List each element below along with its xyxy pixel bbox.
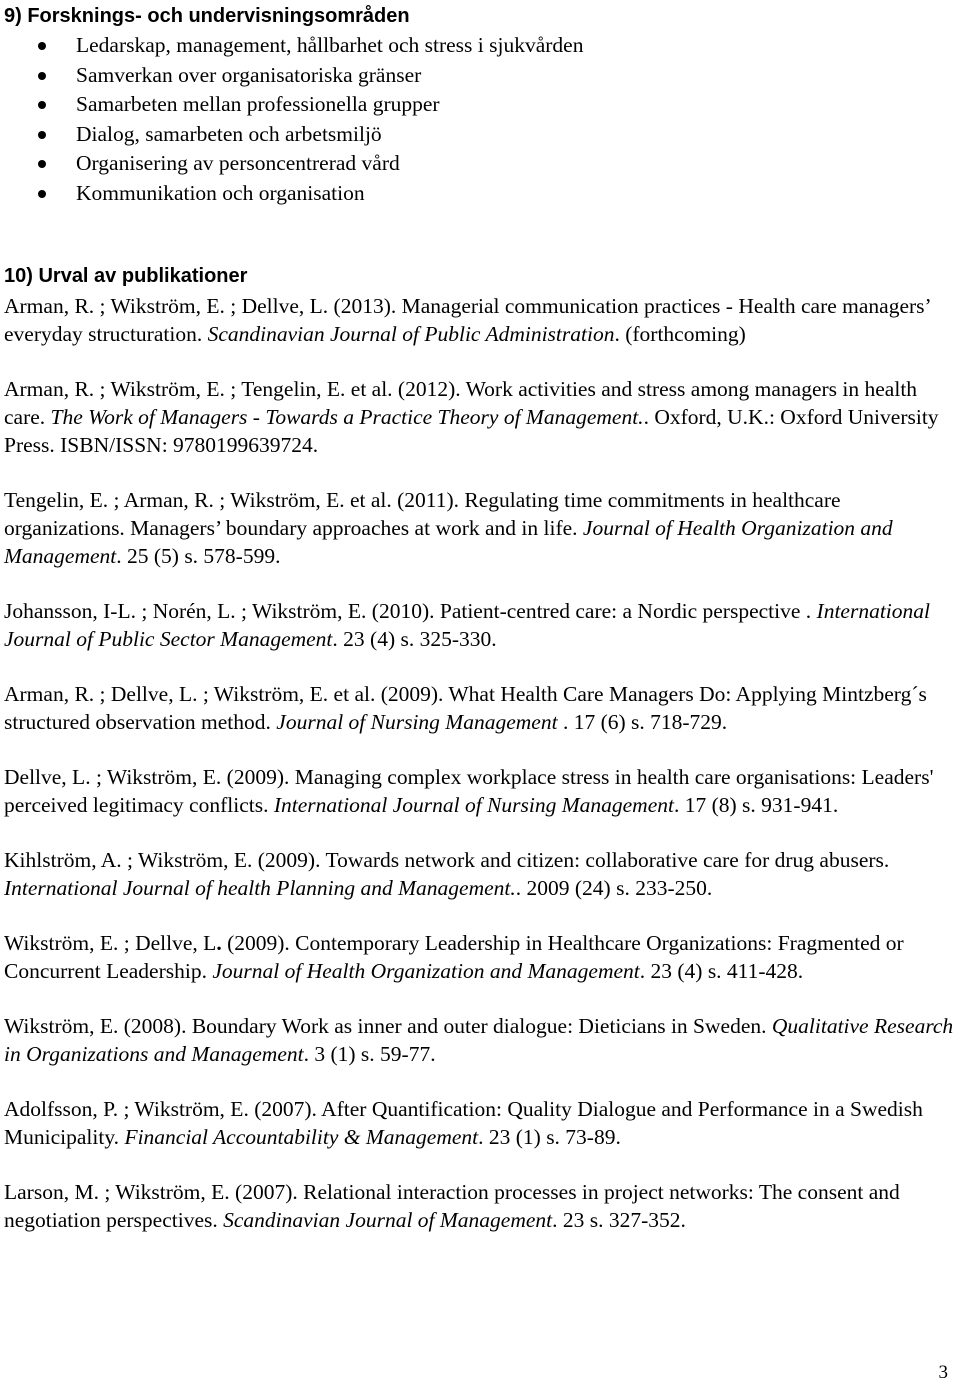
section-9-heading: 9) Forsknings- och undervisningsområden	[4, 5, 410, 27]
reference-authors: Dellve, L. ; Wikström, E. (2009).	[4, 765, 290, 789]
reference-journal: Financial Accountability & Management	[124, 1125, 479, 1149]
reference-title: Towards network and citizen: collaborative care for drug abusers.	[320, 848, 890, 872]
bullet-icon	[38, 101, 46, 109]
list-item-label: Ledarskap, management, hållbarhet och stress i sjukvården	[76, 33, 584, 57]
reference-authors: Wikström, E. ; Dellve, L	[4, 931, 217, 955]
reference-journal: Journal of Health Organization and Management	[4, 516, 893, 568]
list-item-label: Dialog, samarbeten och arbetsmiljö	[76, 121, 382, 146]
reference-details: . 23 (4) s. 411-428.	[639, 959, 804, 983]
bullet-icon	[38, 160, 46, 168]
reference-journal: Scandinavian Journal of Public Administration	[207, 322, 615, 346]
reference-title: Managerial communication practices - Health care managers’ everyday structuration.	[4, 294, 931, 346]
bullet-icon	[38, 190, 46, 198]
page-number: 3	[938, 1362, 948, 1383]
reference-authors: Wikström, E. (2008).	[4, 1014, 187, 1038]
reference-entry	[4, 1012, 956, 1068]
reference-entry	[4, 680, 956, 736]
reference-journal: Journal of Health Organization and Management	[212, 959, 640, 983]
list-item	[4, 31, 944, 61]
reference-title: Patient-centred care: a Nordic perspective .	[434, 599, 817, 623]
reference-title: (2009). Contemporary Leadership in Healthcare Organizations: Fragmented or Concurrent Leadership.	[4, 931, 904, 983]
list-item-label: Samverkan over organisatoriska gränser	[76, 62, 422, 87]
reference-journal: International Journal of health Planning and Management.	[4, 876, 516, 900]
reference-details: . Oxford, U.K.: Oxford University Press. ISBN/ISSN: 9780199639724.	[4, 405, 939, 457]
reference-details: . (forthcoming)	[614, 322, 746, 346]
reference-authors: Arman, R. ; Dellve, L. ; Wikström, E. et al. (2009).	[4, 682, 444, 706]
reference-entry	[4, 1178, 956, 1234]
reference-title: After Quantification: Quality Dialogue and Performance in a Swedish Municipality.	[4, 1097, 923, 1149]
reference-details: . 2009 (24) s. 233-250.	[515, 876, 713, 900]
list-item-label: Kommunikation och organisation	[76, 180, 365, 205]
reference-title: Boundary Work as inner and outer dialogue: Dieticians in Sweden.	[186, 1014, 772, 1038]
bullet-icon	[38, 72, 46, 80]
reference-authors: Johansson, I-L. ; Norén, L. ; Wikström, E. (2010).	[4, 599, 435, 623]
reference-authors: Kihlström, A. ; Wikström, E. (2009).	[4, 848, 321, 872]
reference-title: Regulating time commitments in healthcare organizations. Managers’ boundary approaches at work and in life.	[4, 488, 841, 540]
publications-section	[4, 262, 956, 1261]
reference-title: What Health Care Managers Do: Applying Mintzberg´s structured observation method.	[4, 682, 927, 734]
reference-title: Managing complex workplace stress in health care organisations: Leaders' perceived legitimacy conflicts.	[4, 765, 934, 817]
reference-journal: International Journal of Nursing Management	[273, 793, 674, 817]
reference-entry	[4, 929, 956, 985]
reference-entry	[4, 292, 956, 348]
list-item	[4, 149, 944, 179]
reference-journal: Qualitative Research in Organizations and Management	[4, 1014, 954, 1066]
bullet-icon	[38, 131, 46, 139]
reference-authors: Larson, M. ; Wikström, E. (2007).	[4, 1180, 298, 1204]
list-item	[4, 90, 944, 120]
list-item	[4, 61, 944, 91]
reference-title: Work activities and stress among managers in health care.	[4, 377, 918, 429]
reference-journal: Scandinavian Journal of Management	[223, 1208, 553, 1232]
reference-entry	[4, 597, 956, 653]
reference-entry	[4, 1095, 956, 1151]
reference-authors: Adolfsson, P. ; Wikström, E. (2007).	[4, 1097, 317, 1121]
reference-authors-bold: .	[216, 931, 222, 955]
reference-entry	[4, 486, 956, 570]
reference-details: . 23 (4) s. 325-330.	[332, 627, 497, 651]
list-item	[4, 120, 944, 150]
section-10-heading: 10) Urval av publikationer	[4, 265, 248, 287]
reference-details: . 23 s. 327-352.	[552, 1208, 686, 1232]
reference-details: . 17 (6) s. 718-729.	[562, 710, 728, 734]
reference-journal: The Work of Managers - Towards a Practice Theory of Management.	[50, 405, 644, 429]
list-item-label: Samarbeten mellan professionella grupper	[76, 92, 440, 116]
reference-journal: Journal of Nursing Management	[276, 710, 563, 734]
list-item	[4, 179, 944, 209]
reference-authors: Arman, R. ; Wikström, E. ; Tengelin, E. et al. (2012).	[4, 377, 461, 401]
reference-details: . 23 (1) s. 73-89.	[478, 1125, 621, 1149]
reference-authors: Arman, R. ; Wikström, E. ; Dellve, L. (2013).	[4, 294, 397, 318]
reference-details: . 17 (8) s. 931-941.	[673, 793, 839, 817]
bullet-icon	[38, 42, 46, 50]
reference-details: . 25 (5) s. 578-599.	[116, 544, 281, 568]
reference-details: . 3 (1) s. 59-77.	[303, 1042, 436, 1066]
reference-entry	[4, 763, 956, 819]
reference-entry	[4, 375, 956, 459]
reference-journal: International Journal of Public Sector Management	[4, 599, 930, 651]
reference-authors: Tengelin, E. ; Arman, R. ; Wikström, E. et al. (2011).	[4, 488, 460, 512]
research-areas-list	[4, 31, 944, 208]
list-item-label: Organisering av personcentrerad vård	[76, 151, 400, 175]
reference-title: Relational interaction processes in project networks: The consent and negotiation perspectives.	[4, 1180, 900, 1232]
reference-entry	[4, 846, 956, 902]
